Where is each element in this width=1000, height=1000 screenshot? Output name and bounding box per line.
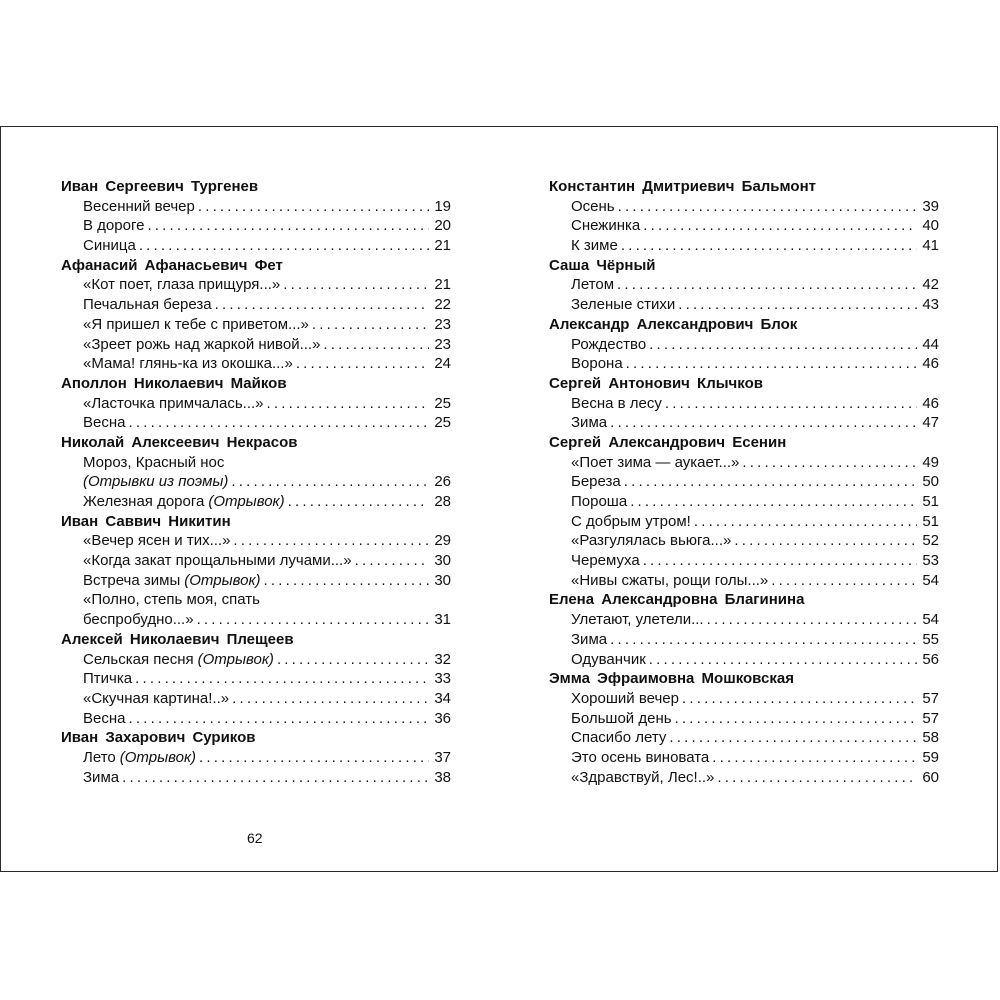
- dot-leader: [197, 610, 429, 630]
- toc-entry-title: [83, 689, 229, 709]
- toc-entry-title-text: Встреча зимы: [83, 571, 181, 589]
- toc-entry-page: 23: [434, 335, 451, 353]
- toc-entry-page: 39: [922, 197, 939, 215]
- toc-entry-title: [571, 236, 618, 256]
- toc-entry[interactable]: [61, 768, 451, 788]
- toc-author: Аполлон Николаевич Майков: [61, 374, 287, 392]
- toc-entry-title-text: Летом: [571, 276, 615, 294]
- dot-leader: [135, 669, 429, 689]
- toc-entry-title: [83, 551, 352, 571]
- toc-entry[interactable]: [549, 197, 939, 217]
- toc-author: Александр Александрович Блок: [549, 315, 798, 333]
- toc-author: Елена Александровна Благинина: [549, 591, 805, 609]
- toc-entry-page: 26: [434, 473, 451, 491]
- toc-entry-page: 21: [434, 276, 451, 294]
- toc-entry-title-text: Зеленые стихи: [571, 296, 676, 314]
- toc-entry-title-text: Береза: [571, 473, 621, 491]
- toc-entry-title: [83, 748, 196, 768]
- toc-entry[interactable]: [549, 335, 939, 355]
- toc-entry-title: [571, 768, 714, 788]
- toc-entry-title: [571, 650, 646, 670]
- toc-entry-title: [571, 610, 704, 630]
- toc-entry-title: [83, 709, 125, 729]
- toc-entry-title-text: Сельская песня: [83, 650, 194, 668]
- toc-author: Сергей Антонович Клычков: [549, 374, 763, 392]
- toc-entry[interactable]: [61, 335, 451, 355]
- toc-entry-title-text: Весенний вечер: [83, 197, 195, 215]
- toc-entry-title: [571, 335, 646, 355]
- dot-leader: [283, 275, 429, 295]
- toc-entry[interactable]: [549, 630, 939, 650]
- toc-entry-note: (Отрывок): [184, 571, 261, 589]
- toc-entry-title: [571, 571, 768, 591]
- toc-entry-page: 49: [922, 453, 939, 471]
- toc-author: Сергей Александрович Есенин: [549, 433, 787, 451]
- dot-leader: [678, 295, 917, 315]
- toc-entry-title: [83, 472, 228, 492]
- toc-entry-page: 20: [434, 217, 451, 235]
- toc-entry[interactable]: [61, 531, 451, 551]
- toc-entry-title-text: «Нивы сжаты, рощи голы...»: [571, 571, 769, 589]
- page-number: 62: [247, 830, 263, 846]
- toc-entry-title-text: Железная дорога: [83, 493, 205, 510]
- toc-entry-title: [571, 413, 607, 433]
- toc-entry-title: [83, 413, 125, 433]
- toc-entry[interactable]: [61, 669, 451, 689]
- dot-leader: [288, 492, 429, 512]
- toc-entry-page: 34: [434, 689, 451, 707]
- toc-entry-title: [83, 768, 119, 788]
- toc-entry[interactable]: [61, 709, 451, 729]
- toc-entry-title: [83, 236, 136, 256]
- dot-leader: [617, 275, 917, 295]
- toc-entry-page: 30: [434, 571, 451, 589]
- dot-leader: [312, 315, 429, 335]
- toc-entry-title: [83, 295, 212, 315]
- toc-entry[interactable]: [61, 748, 451, 768]
- toc-entry[interactable]: [61, 216, 451, 236]
- toc-entry[interactable]: [549, 236, 939, 256]
- toc-entry-title-text: Печальная береза: [83, 296, 212, 314]
- toc-entry[interactable]: [61, 413, 451, 433]
- toc-entry[interactable]: [549, 571, 939, 591]
- toc-entry-title: [571, 512, 691, 532]
- toc-entry-title-text: С добрым утром!: [571, 512, 691, 530]
- toc-entry-title-text: Весна: [83, 414, 126, 432]
- toc-entry-note: (Отрывки из поэмы): [83, 473, 229, 491]
- toc-entry-title: [571, 748, 709, 768]
- toc-entry-page: 43: [922, 296, 939, 314]
- dot-leader: [712, 748, 917, 768]
- toc-author: Эмма Эфраимовна Мошковская: [549, 670, 794, 688]
- toc-entry[interactable]: [61, 275, 451, 295]
- dot-leader: [128, 709, 429, 729]
- toc-entry[interactable]: [549, 413, 939, 433]
- toc-entry[interactable]: [549, 728, 939, 748]
- toc-entry-page: 52: [922, 532, 939, 550]
- dot-leader: [232, 689, 429, 709]
- toc-entry[interactable]: [549, 748, 939, 768]
- toc-entry-page: 50: [922, 473, 939, 491]
- toc-entry[interactable]: [549, 492, 939, 512]
- toc-entry[interactable]: [549, 216, 939, 236]
- toc-entry-title: [83, 197, 195, 217]
- toc-author: Иван Захарович Суриков: [61, 729, 256, 747]
- dot-leader: [267, 394, 429, 414]
- toc-entry-page: 28: [434, 493, 451, 510]
- dot-leader: [669, 728, 917, 748]
- toc-entry-page: 38: [434, 768, 451, 786]
- toc-entry-page: 56: [922, 650, 939, 668]
- book-spread: [0, 126, 998, 872]
- toc-entry-page: 32: [434, 650, 451, 668]
- toc-author: Иван Саввич Никитин: [61, 512, 231, 530]
- dot-leader: [277, 650, 429, 670]
- dot-leader: [296, 354, 429, 374]
- dot-leader: [128, 413, 429, 433]
- toc-entry-page: 57: [922, 689, 939, 707]
- dot-leader: [649, 650, 917, 670]
- toc-entry[interactable]: [549, 512, 939, 532]
- dot-leader: [621, 236, 917, 256]
- toc-entry-page: 37: [434, 748, 451, 766]
- toc-entry-title-text: «Зреет рожь над жаркой нивой...»: [83, 335, 321, 353]
- toc-entry-title: [83, 275, 280, 295]
- toc-entry-title-text: Весна в лесу: [571, 394, 662, 412]
- toc-entry-title: [83, 610, 194, 630]
- toc-entry-title: [571, 354, 623, 374]
- toc-author: Афанасий Афанасьевич Фет: [61, 256, 283, 274]
- toc-entry-note: (Отрывок): [119, 748, 197, 766]
- dot-leader: [147, 216, 429, 236]
- toc-entry-page: 29: [434, 532, 451, 550]
- toc-entry-title-text: «Ласточка примчалась...»: [83, 394, 264, 412]
- toc-entry-title-text: «Разгулялась вьюга...»: [571, 532, 732, 550]
- toc-entry[interactable]: [549, 551, 939, 571]
- dot-leader: [198, 197, 429, 217]
- toc-entry[interactable]: [61, 571, 451, 591]
- toc-entry-page: 53: [922, 552, 939, 570]
- toc-entry[interactable]: [549, 394, 939, 414]
- toc-entry-title: [571, 453, 739, 473]
- toc-entry[interactable]: [549, 531, 939, 551]
- toc-entry-title-text: Зима: [83, 768, 120, 786]
- toc-entry-page: 25: [434, 414, 451, 432]
- dot-leader: [742, 453, 917, 473]
- dot-leader: [323, 335, 429, 355]
- toc-entry[interactable]: [61, 472, 451, 492]
- toc-author: Иван Сергеевич Тургенев: [61, 178, 259, 195]
- toc-entry-note: (Отрывок): [197, 650, 274, 668]
- dot-leader: [264, 571, 429, 591]
- dot-leader: [707, 610, 917, 630]
- toc-entry-page: 36: [434, 709, 451, 727]
- toc-entry-page: 44: [922, 335, 939, 353]
- toc-entry-page: 31: [434, 611, 451, 629]
- toc-entry-title: [83, 669, 132, 689]
- toc-entry-title: [571, 492, 627, 512]
- toc-entry-title: [83, 531, 230, 551]
- dot-leader: [610, 413, 917, 433]
- toc-entry-title: [83, 492, 285, 512]
- toc-entry-title-text: «Здравствуй, Лес!..»: [571, 768, 715, 786]
- toc-entry[interactable]: [61, 650, 451, 670]
- toc-entry[interactable]: [549, 709, 939, 729]
- toc-entry-title-text: Снежинка: [571, 217, 641, 235]
- toc-entry[interactable]: [549, 472, 939, 492]
- toc-entry-page: 19: [434, 197, 451, 215]
- toc-entry-title: [571, 531, 731, 551]
- dot-leader: [665, 394, 917, 414]
- toc-entry[interactable]: [549, 650, 939, 670]
- toc-entry[interactable]: [61, 236, 451, 256]
- dot-leader: [122, 768, 429, 788]
- toc-entry[interactable]: [549, 275, 939, 295]
- toc-entry-title: [571, 197, 615, 217]
- toc-entry-page: 54: [922, 571, 939, 589]
- toc-entry-page: 51: [922, 493, 939, 510]
- toc-entry-page: 46: [922, 394, 939, 412]
- toc-entry-page: 59: [922, 748, 939, 766]
- dot-leader: [618, 197, 917, 217]
- toc-entry[interactable]: [61, 295, 451, 315]
- dot-leader: [643, 551, 917, 571]
- toc-entry-title: [571, 216, 640, 236]
- toc-entry-title-text: беспробудно...»: [83, 611, 194, 629]
- toc-entry-title-text: Зима: [571, 414, 608, 432]
- toc-entry-title: [571, 689, 679, 709]
- toc-entry-title: [571, 551, 640, 571]
- toc-entry-page: 55: [922, 630, 939, 648]
- toc-entry-page: 42: [922, 276, 939, 294]
- dot-leader: [139, 236, 429, 256]
- dot-leader: [610, 630, 917, 650]
- toc-entry-title-text: К зиме: [571, 237, 618, 255]
- dot-leader: [771, 571, 917, 591]
- toc-entry-title-text: Зима: [571, 630, 608, 648]
- toc-entry[interactable]: [549, 295, 939, 315]
- toc-entry-title-text: «Скучная картина!..»: [83, 689, 230, 707]
- toc-entry-page: 58: [922, 729, 939, 747]
- toc-entry-title: [571, 728, 666, 748]
- toc-entry-title-text: Спасибо лету: [571, 729, 667, 747]
- toc-right-column: [549, 177, 939, 787]
- toc-entry-title-text: Ворона: [571, 355, 623, 373]
- dot-leader: [694, 512, 917, 532]
- toc-left-column: [61, 177, 451, 787]
- toc-entry-title: [83, 650, 274, 670]
- toc-entry-page: 30: [434, 552, 451, 570]
- toc-entry-title-text: Птичка: [83, 670, 133, 688]
- toc-entry-title: [571, 472, 621, 492]
- toc-entry[interactable]: [61, 354, 451, 374]
- toc-entry-page: 46: [922, 355, 939, 373]
- dot-leader: [233, 531, 429, 551]
- toc-entry-page: 40: [922, 217, 939, 235]
- toc-entry-note: (Отрывок): [208, 493, 285, 510]
- toc-entry[interactable]: [549, 453, 939, 473]
- toc-entry-page: 57: [922, 709, 939, 727]
- toc-entry-page: 33: [434, 670, 451, 688]
- toc-entry-title: [83, 335, 320, 355]
- toc-author: Алексей Николаевич Плещеев: [61, 630, 294, 648]
- toc-entry-title: [571, 394, 662, 414]
- toc-entry[interactable]: [549, 768, 939, 788]
- toc-entry-title-text: Черемуха: [571, 552, 640, 570]
- dot-leader: [199, 748, 429, 768]
- dot-leader: [675, 709, 917, 729]
- toc-author: Саша Чёрный: [549, 256, 656, 274]
- dot-leader: [734, 531, 917, 551]
- toc-entry-page: 23: [434, 315, 451, 333]
- toc-entry-title-text: В дороге: [83, 217, 145, 235]
- dot-leader: [630, 492, 917, 512]
- toc-entry-title: [83, 571, 261, 591]
- toc-entry[interactable]: [61, 315, 451, 335]
- toc-entry-title: [83, 216, 144, 236]
- toc-entry-title-text: Весна: [83, 709, 126, 727]
- toc-entry[interactable]: [61, 610, 451, 630]
- toc-entry-title-text: Большой день: [571, 709, 672, 727]
- dot-leader: [682, 689, 917, 709]
- toc-entry-title-line: Мороз, Красный нос: [83, 453, 225, 471]
- toc-entry-title: [571, 295, 675, 315]
- toc-entry-title-text: Пороша: [571, 493, 628, 510]
- toc-entry-title: [83, 315, 309, 335]
- dot-leader: [355, 551, 429, 571]
- toc-entry-page: 54: [922, 611, 939, 629]
- toc-entry[interactable]: [61, 492, 451, 512]
- toc-entry-title-text: «Когда закат прощальными лучами...»: [83, 552, 352, 570]
- toc-entry-title: [571, 275, 614, 295]
- toc-entry-page: 41: [922, 237, 939, 255]
- toc-entry-title-text: «Мама! глянь-ка из окошка...»: [83, 355, 293, 373]
- toc-entry[interactable]: [549, 689, 939, 709]
- toc-entry[interactable]: [549, 354, 939, 374]
- toc-entry-title-text: Рождество: [571, 335, 647, 353]
- toc-entry-page: 21: [434, 237, 451, 255]
- toc-entry-page: 51: [922, 512, 939, 530]
- toc-entry-title-text: Лето: [83, 748, 116, 766]
- dot-leader: [231, 472, 429, 492]
- toc-entry-title-line: «Полно, степь моя, спать: [83, 591, 260, 609]
- toc-entry-title-text: «Поет зима — аукает...»: [571, 453, 740, 471]
- dot-leader: [643, 216, 917, 236]
- toc-entry-title-text: Хороший вечер: [571, 689, 679, 707]
- toc-entry-page: 60: [922, 768, 939, 786]
- toc-entry[interactable]: [549, 610, 939, 630]
- toc-entry-title-text: «Вечер ясен и тих...»: [83, 532, 231, 550]
- toc-entry-page: 25: [434, 394, 451, 412]
- toc-entry-page: 47: [922, 414, 939, 432]
- toc-entry[interactable]: [61, 197, 451, 217]
- toc-entry-page: 22: [434, 296, 451, 314]
- dot-leader: [626, 354, 917, 374]
- toc-entry-title-text: Одуванчик: [571, 650, 646, 668]
- toc-entry-title-text: Синица: [83, 237, 136, 255]
- dot-leader: [215, 295, 429, 315]
- toc-entry-title-text: Улетают, улетели...: [571, 611, 704, 629]
- toc-entry[interactable]: [61, 689, 451, 709]
- toc-entry-title-text: «Я пришел к тебе с приветом...»: [83, 315, 309, 333]
- toc-author: Николай Алексеевич Некрасов: [61, 433, 298, 451]
- toc-entry-title-text: Это осень виновата: [571, 748, 710, 766]
- dot-leader: [717, 768, 917, 788]
- toc-author: Константин Дмитриевич Бальмонт: [549, 178, 816, 195]
- dot-leader: [624, 472, 917, 492]
- toc-entry-title: [83, 354, 293, 374]
- toc-entry-title-text: Осень: [571, 197, 615, 215]
- toc-entry-page: 24: [434, 355, 451, 373]
- toc-entry-title-text: «Кот поет, глаза прищуря...»: [83, 276, 281, 294]
- toc-entry[interactable]: [61, 551, 451, 571]
- dot-leader: [649, 335, 917, 355]
- toc-entry-title: [571, 709, 672, 729]
- toc-entry-title: [571, 630, 607, 650]
- toc-entry-title: [83, 394, 264, 414]
- toc-entry[interactable]: [61, 394, 451, 414]
